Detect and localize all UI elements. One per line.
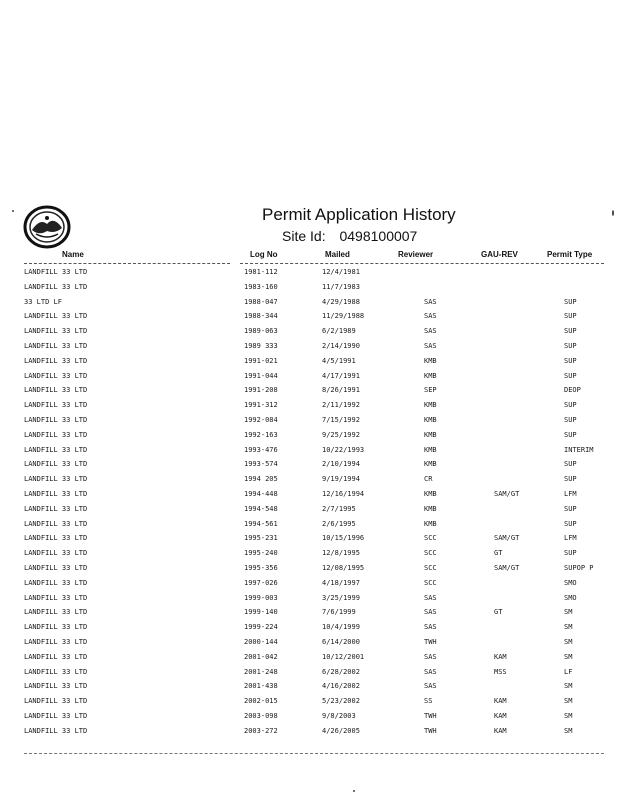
table-row [0,518,618,533]
row-name: LANDFILL 33 LTD [24,460,88,469]
row-name: LANDFILL 33 LTD [24,356,88,365]
row-name: LANDFILL 33 LTD [24,415,88,424]
scan-speck [612,210,614,216]
row-name: LANDFILL 33 LTD [24,282,88,291]
row-gau-rev: KAM [494,711,507,720]
row-mailed: 4/26/2005 [322,726,360,735]
row-reviewer: SAS [424,682,437,691]
page-title: Permit Application History [262,205,456,224]
row-log-no: 1999-140 [244,608,278,617]
row-mailed: 10/4/1999 [322,623,360,632]
row-mailed: 12/4/1981 [322,268,360,276]
row-name: LANDFILL 33 LTD [24,386,88,395]
row-mailed: 4/16/2002 [322,682,360,691]
row-name: LANDFILL 33 LTD [24,445,88,454]
row-name: LANDFILL 33 LTD [24,637,88,646]
row-reviewer: SAS [424,593,437,602]
row-name: LANDFILL 33 LTD [24,711,88,720]
column-header-log-no: Log No [250,250,278,259]
row-log-no: 1989-063 [244,327,278,336]
seal-logo-icon [22,204,72,250]
row-mailed: 4/18/1997 [322,578,360,587]
row-log-no: 1994 205 [244,475,278,484]
table-row [0,725,618,740]
row-permit-type: SUP [564,475,577,484]
row-name: LANDFILL 33 LTD [24,401,88,410]
row-log-no: 1994-448 [244,489,278,498]
row-mailed: 6/2/1989 [322,327,356,336]
table-header [0,250,618,264]
column-header-mailed: Mailed [325,250,350,259]
row-permit-type: SUP [564,430,577,439]
row-permit-type: SUP [564,341,577,350]
row-reviewer: KMB [424,401,437,410]
row-mailed: 12/08/1995 [322,563,365,572]
column-header-name: Name [62,250,84,259]
row-permit-type: SM [564,637,573,646]
row-permit-type: SUP [564,312,577,321]
site-id-value: 0498100007 [339,228,418,244]
row-mailed: 9/25/1992 [322,430,360,439]
row-name: LANDFILL 33 LTD [24,430,88,439]
row-reviewer: TWH [424,637,437,646]
row-permit-type: SUP [564,356,577,365]
row-log-no: 1999-003 [244,593,278,602]
row-reviewer: SAS [424,341,437,350]
row-name: LANDFILL 33 LTD [24,682,88,691]
row-reviewer: KMB [424,371,437,380]
row-log-no: 2000-144 [244,637,278,646]
row-name: LANDFILL 33 LTD [24,549,88,558]
table-row [0,310,618,325]
row-mailed: 3/25/1999 [322,593,360,602]
row-reviewer: KMB [424,489,437,498]
column-header-permit-type: Permit Type [547,250,593,259]
row-mailed: 2/6/1995 [322,519,356,528]
row-reviewer: KMB [424,356,437,365]
row-log-no: 1991-021 [244,356,278,365]
row-mailed: 10/15/1996 [322,534,365,543]
row-mailed: 2/10/1994 [322,460,360,469]
row-log-no: 2003-098 [244,711,278,720]
row-log-no: 1988-047 [244,297,278,306]
row-permit-type: SUP [564,401,577,410]
row-name: LANDFILL 33 LTD [24,475,88,484]
row-gau-rev: SAM/GT [494,534,520,543]
row-log-no: 1994-561 [244,519,278,528]
row-log-no: 1995-356 [244,563,278,572]
row-permit-type: SUPOP P [564,563,594,572]
table-row [0,532,618,547]
row-permit-type: SUP [564,549,577,558]
table-row [0,296,618,311]
row-reviewer: SCC [424,534,437,543]
scan-speck [12,210,14,212]
row-name: LANDFILL 33 LTD [24,534,88,543]
row-log-no: 1995-231 [244,534,278,543]
row-reviewer: KMB [424,415,437,424]
table-row [0,281,618,296]
row-reviewer: SCC [424,549,437,558]
row-permit-type: SM [564,711,573,720]
row-name: LANDFILL 33 LTD [24,371,88,380]
row-name: LANDFILL 33 LTD [24,312,88,321]
table-row [0,636,618,651]
row-permit-type: SMO [564,593,577,602]
table-row [0,592,618,607]
row-gau-rev: SAM/GT [494,489,520,498]
row-permit-type: SUP [564,504,577,513]
row-permit-type: SMO [564,578,577,587]
row-name: LANDFILL 33 LTD [24,341,88,350]
row-mailed: 10/12/2001 [322,652,365,661]
row-reviewer: TWH [424,726,437,735]
table-row [0,651,618,666]
row-log-no: 2003-272 [244,726,278,735]
row-name: LANDFILL 33 LTD [24,652,88,661]
row-name: LANDFILL 33 LTD [24,608,88,617]
table-row [0,606,618,621]
row-reviewer: SCC [424,563,437,572]
table-row [0,370,618,385]
row-mailed: 6/28/2002 [322,667,360,676]
row-log-no: 2002-015 [244,697,278,706]
table-row [0,562,618,577]
row-log-no: 1994-548 [244,504,278,513]
row-reviewer: SCC [424,578,437,587]
row-permit-type: SM [564,697,573,706]
row-name: LANDFILL 33 LTD [24,667,88,676]
row-name: LANDFILL 33 LTD [24,268,88,276]
row-mailed: 9/19/1994 [322,475,360,484]
table-row [0,680,618,695]
row-reviewer: SAS [424,312,437,321]
row-name: 33 LTD LF [24,297,62,306]
row-permit-type: SM [564,623,573,632]
table-row [0,488,618,503]
row-gau-rev: GT [494,608,503,617]
row-reviewer: SAS [424,327,437,336]
row-name: LANDFILL 33 LTD [24,327,88,336]
header-rule [240,263,604,264]
row-reviewer: CR [424,475,433,484]
row-log-no: 1989 333 [244,341,278,350]
row-log-no: 1993-476 [244,445,278,454]
row-reviewer: SAS [424,623,437,632]
row-permit-type: SM [564,608,573,617]
table-row [0,666,618,681]
row-reviewer: SEP [424,386,437,395]
row-reviewer: SS [424,697,433,706]
row-name: LANDFILL 33 LTD [24,563,88,572]
row-log-no: 1993-574 [244,460,278,469]
row-log-no: 1991-312 [244,401,278,410]
row-name: LANDFILL 33 LTD [24,519,88,528]
site-id-label: Site Id: [282,228,326,244]
row-mailed: 9/8/2003 [322,711,356,720]
row-name: LANDFILL 33 LTD [24,593,88,602]
table-row [0,695,618,710]
row-name: LANDFILL 33 LTD [24,578,88,587]
row-reviewer: KMB [424,430,437,439]
row-gau-rev: SAM/GT [494,563,520,572]
table-row [0,458,618,473]
row-mailed: 7/15/1992 [322,415,360,424]
row-mailed: 11/7/1983 [322,282,360,291]
header-rule [24,263,230,264]
row-mailed: 7/6/1999 [322,608,356,617]
table-row [0,503,618,518]
row-log-no: 1988-344 [244,312,278,321]
row-permit-type: LFM [564,489,577,498]
row-permit-type: SM [564,682,573,691]
row-gau-rev: MSS [494,667,507,676]
row-reviewer: SAS [424,608,437,617]
row-name: LANDFILL 33 LTD [24,489,88,498]
row-name: LANDFILL 33 LTD [24,726,88,735]
row-mailed: 2/14/1990 [322,341,360,350]
row-log-no: 1992-084 [244,415,278,424]
row-reviewer: KMB [424,504,437,513]
row-permit-type: SUP [564,415,577,424]
permit-table [0,266,618,740]
table-row [0,429,618,444]
table-row [0,266,618,281]
row-log-no: 2001-438 [244,682,278,691]
row-log-no: 2001-042 [244,652,278,661]
table-row [0,473,618,488]
row-log-no: 1991-044 [244,371,278,380]
row-permit-type: DEOP [564,386,581,395]
table-row [0,547,618,562]
row-permit-type: LFM [564,534,577,543]
table-row [0,414,618,429]
row-reviewer: KMB [424,445,437,454]
row-permit-type: SUP [564,327,577,336]
row-permit-type: SUP [564,297,577,306]
row-mailed: 5/23/2002 [322,697,360,706]
column-header-gau-rev: GAU-REV [481,250,518,259]
row-reviewer: KMB [424,460,437,469]
row-log-no: 1983-160 [244,282,278,291]
row-permit-type: LF [564,667,573,676]
scan-speck [353,790,355,792]
row-gau-rev: KAM [494,652,507,661]
table-row [0,577,618,592]
row-name: LANDFILL 33 LTD [24,697,88,706]
row-reviewer: SAS [424,667,437,676]
row-permit-type: SM [564,726,573,735]
row-mailed: 2/11/1992 [322,401,360,410]
table-row [0,325,618,340]
row-permit-type: SUP [564,519,577,528]
row-log-no: 2001-248 [244,667,278,676]
row-name: LANDFILL 33 LTD [24,504,88,513]
row-log-no: 1995-240 [244,549,278,558]
site-id [282,228,417,244]
row-mailed: 4/29/1988 [322,297,360,306]
row-reviewer: SAS [424,652,437,661]
row-permit-type: SUP [564,460,577,469]
row-mailed: 2/7/1995 [322,504,356,513]
row-log-no: 1997-026 [244,578,278,587]
row-mailed: 6/14/2000 [322,637,360,646]
table-row [0,621,618,636]
row-log-no: 1991-208 [244,386,278,395]
row-reviewer: KMB [424,519,437,528]
column-header-reviewer: Reviewer [398,250,434,259]
row-log-no: 1999-224 [244,623,278,632]
row-reviewer: TWH [424,711,437,720]
footer-rule [24,753,604,754]
table-row [0,444,618,459]
row-mailed: 12/16/1994 [322,489,365,498]
row-gau-rev: KAM [494,697,507,706]
row-mailed: 11/29/1988 [322,312,365,321]
table-row [0,384,618,399]
row-mailed: 4/17/1991 [322,371,360,380]
row-permit-type: SUP [564,371,577,380]
row-name: LANDFILL 33 LTD [24,623,88,632]
row-log-no: 1981-112 [244,268,278,276]
table-row [0,355,618,370]
row-mailed: 10/22/1993 [322,445,365,454]
row-gau-rev: KAM [494,726,507,735]
row-permit-type: INTERIM [564,445,594,454]
row-gau-rev: GT [494,549,503,558]
table-row [0,399,618,414]
row-mailed: 12/8/1995 [322,549,360,558]
row-mailed: 8/26/1991 [322,386,360,395]
row-mailed: 4/5/1991 [322,356,356,365]
row-reviewer: SAS [424,297,437,306]
table-row [0,710,618,725]
row-permit-type: SM [564,652,573,661]
row-log-no: 1992-163 [244,430,278,439]
table-row [0,340,618,355]
